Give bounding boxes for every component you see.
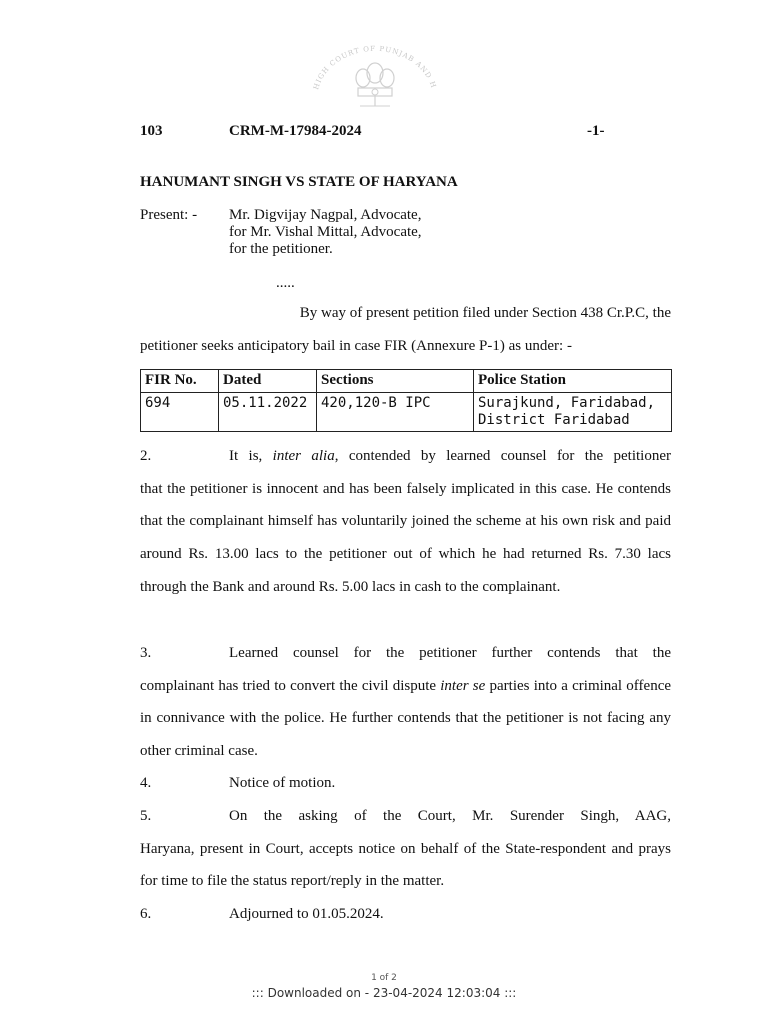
para5-body: Haryana, present in Court, accepts notice on behalf of the State-respondent and prays for time to file the status report/reply in the matter. xyxy=(140,840,671,890)
intro-paragraph xyxy=(140,297,671,362)
table-row xyxy=(141,393,672,432)
intro-line-1: By way of present petition filed under Section 438 Cr.P.C, the xyxy=(299,305,671,321)
paragraph-5 xyxy=(140,800,671,898)
cell-dated: 05.11.2022 xyxy=(219,393,317,432)
present-line: for the petitioner. xyxy=(229,241,333,257)
court-emblem-watermark xyxy=(300,28,450,133)
para3-italic: inter se xyxy=(440,677,486,694)
police-station-line: Surajkund, Faridabad, xyxy=(478,395,656,411)
paragraph-number: 5. xyxy=(140,808,152,824)
col-header-dated: Dated xyxy=(219,370,317,393)
fir-table xyxy=(140,369,672,432)
paragraph-6 xyxy=(140,898,671,931)
police-station-line: District Faridabad xyxy=(478,412,630,428)
case-number: CRM-M-17984-2024 xyxy=(229,123,362,139)
paragraph-4 xyxy=(140,767,671,800)
case-title: HANUMANT SINGH VS STATE OF HARYANA xyxy=(140,174,458,190)
para3-first-line: Learned counsel for the petitioner further contends that the xyxy=(229,645,671,661)
item-number: 103 xyxy=(140,123,163,139)
cell-police-station xyxy=(474,393,672,432)
para4-text: Notice of motion. xyxy=(229,775,336,791)
paragraph-number: 4. xyxy=(140,775,152,791)
present-counsel xyxy=(229,207,422,258)
para5-first-line: On the asking of the Court, Mr. Surender Singh, AAG, xyxy=(229,808,671,824)
para2-italic: inter alia xyxy=(272,448,335,464)
separator-dots: ..... xyxy=(276,275,295,291)
col-header-sections: Sections xyxy=(317,370,474,393)
download-stamp: ::: Downloaded on - 23-04-2024 12:03:04 ::: xyxy=(251,986,517,1000)
present-line: Mr. Digvijay Nagpal, Advocate, xyxy=(229,207,422,223)
para3-text-post: parties into a criminal offence in connivance with the police. He further contends that the petitioner is not facing any other criminal case. xyxy=(140,677,672,760)
intro-line-2: petitioner seeks anticipatory bail in case FIR (Annexure P-1) as under: - xyxy=(140,337,572,354)
paragraph-number: 3. xyxy=(140,645,152,661)
paragraph-3 xyxy=(140,637,671,768)
para2-body: that the petitioner is innocent and has been falsely implicated in this case. He contends that the complainant himself has voluntarily joined the scheme at his own risk and paid around Rs. 13.00 lacs to the petitioner out of which he had returned Rs. 7.30 lacs through the Bank and around Rs. 5.00 lacs in cash to the complainant. xyxy=(140,480,671,595)
page-count: 1 of 2 xyxy=(371,973,397,983)
present-label: Present: - xyxy=(140,207,198,223)
para6-text: Adjourned to 01.05.2024. xyxy=(229,906,384,922)
page-marker: -1- xyxy=(587,123,605,139)
svg-text:HIGH COURT OF PUNJAB AND HARYA: HIGH COURT OF PUNJAB AND H xyxy=(312,44,438,91)
col-header-fir-no: FIR No. xyxy=(141,370,219,393)
cell-sections: 420,120-B IPC xyxy=(317,393,474,432)
col-header-police-station: Police Station xyxy=(474,370,672,393)
para2-text-post: , contended by learned counsel for the petitioner xyxy=(334,448,671,464)
table-header-row xyxy=(141,370,672,393)
paragraph-number: 6. xyxy=(140,906,152,922)
para2-text-pre: It is, xyxy=(229,448,273,464)
para3-text-pre: complainant has tried to convert the civil dispute xyxy=(140,677,441,694)
paragraph-2 xyxy=(140,440,671,604)
present-line: for Mr. Vishal Mittal, Advocate, xyxy=(229,224,422,240)
cell-fir-no: 694 xyxy=(141,393,219,432)
paragraph-number: 2. xyxy=(140,448,152,464)
